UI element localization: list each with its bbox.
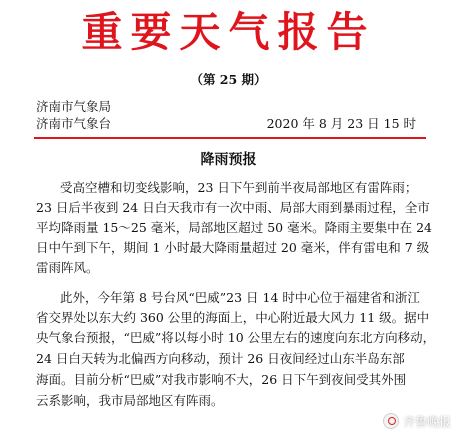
body-line: 此外，今年第 8 号台风“巴威”23 日 14 时中心位于福建省和浙江 (60, 290, 420, 305)
issue-number: （第 25 期） (190, 72, 267, 87)
header-divider (34, 137, 426, 139)
section-title: 降雨预报 (200, 152, 257, 168)
sender-meteorological-bureau: 济南市气象局 (36, 99, 112, 114)
report-title: 重要天气报告 (81, 8, 376, 56)
qilu-logo-icon (383, 413, 399, 429)
body-line: 海面。目前分析“巴威”对我市影响不大，26 日下午到夜间受其外围 (36, 372, 407, 387)
body-line: 23 日后半夜到 24 日白天我市有一次中雨、局部大雨到暴雨过程，全市 (36, 200, 430, 215)
issue-time: 2020 年 8 月 23 日 15 时 (266, 116, 416, 131)
body-line: 雷雨阵风。 (36, 260, 99, 275)
body-line: 省交界处以东大约 360 公里的海面上，中心附近最大风力 11 级。据中 (36, 310, 430, 325)
watermark-text: 齐鲁晚报 (402, 414, 451, 429)
body-line: 日中午到下午，期间 1 小时最大降雨量超过 20 毫米，伴有雷电和 7 级 (36, 240, 430, 255)
watermark (383, 410, 451, 432)
body-line: 云系影响，我市局部地区有阵雨。 (36, 393, 224, 408)
body-line: 央气象台预报，“巴威”将以每小时 10 公里左右的速度向东北方向移动， (36, 330, 436, 345)
sender-meteorological-observatory: 济南市气象台 (36, 116, 112, 131)
body-line: 24 日白天转为北偏西方向移动，预计 26 日夜间经过山东半岛东部 (36, 351, 405, 366)
body-line: 平均降雨量 15～25 毫米，局部地区超过 50 毫米。降雨主要集中在 24 (36, 220, 432, 235)
body-line: 受高空槽和切变线影响，23 日下午到前半夜局部地区有雷阵雨； (60, 180, 418, 195)
